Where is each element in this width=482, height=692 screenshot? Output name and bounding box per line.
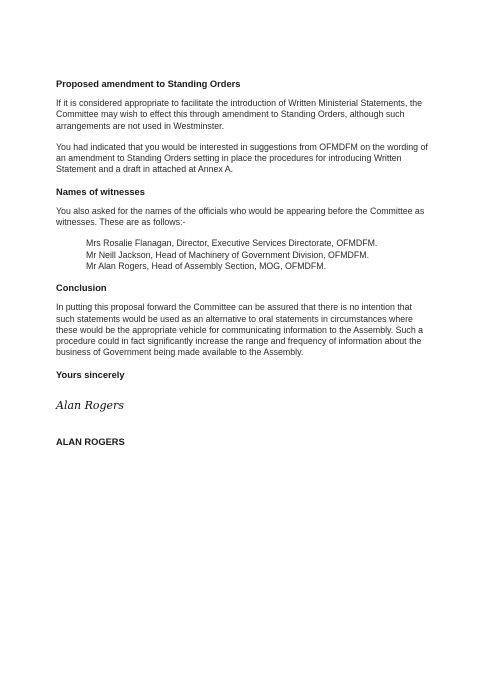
witness-item: Mr Neill Jackson, Head of Machinery of Government Division, OFMDFM. <box>86 249 370 260</box>
paragraph-wording-suggestions: You had indicated that you would be interested in suggestions from OFMDFM on the wording of an amendment to Standing Orders setting in place the procedures for introducing Written Statement and a draft in attached at Annex A. <box>56 141 428 175</box>
section-heading-witnesses: Names of witnesses <box>56 186 145 197</box>
closing-salutation: Yours sincerely <box>56 369 125 380</box>
witness-item: Mrs Rosalie Flanagan, Director, Executive Services Directorate, OFMDFM. <box>86 238 378 249</box>
letter-page <box>56 78 428 448</box>
handwritten-signature <box>56 399 428 412</box>
signature-text: Alan Rogers <box>56 398 124 412</box>
witness-item: Mr Alan Rogers, Head of Assembly Section, MOG, OFMDFM. <box>86 260 327 271</box>
signatory-name: ALAN ROGERS <box>56 436 125 447</box>
paragraph-witnesses-intro: You also asked for the names of the officials who would be appearing before the Committee as witnesses. These are as follows:- <box>56 205 425 228</box>
section-heading-proposed-amendment: Proposed amendment to Standing Orders <box>56 79 241 89</box>
paragraph-conclusion: In putting this proposal forward the Committee can be assured that there is no intention that such statements would be used as an alternative to oral statements in circumstances where these would be the appropriate vehicle for communicating information to the Assembly. Such a procedure could in fact significantly increase the range and frequency of information about the business of Government being made available to the Assembly. <box>56 302 424 358</box>
witness-list <box>86 238 428 272</box>
section-heading-conclusion: Conclusion <box>56 283 107 294</box>
paragraph-written-statements-intro: If it is considered appropriate to facilitate the introduction of Written Ministerial Statements, the Committee may wish to effect this through amendment to Standing Orders, although such arrangements are not used in Westminster. <box>56 98 423 131</box>
